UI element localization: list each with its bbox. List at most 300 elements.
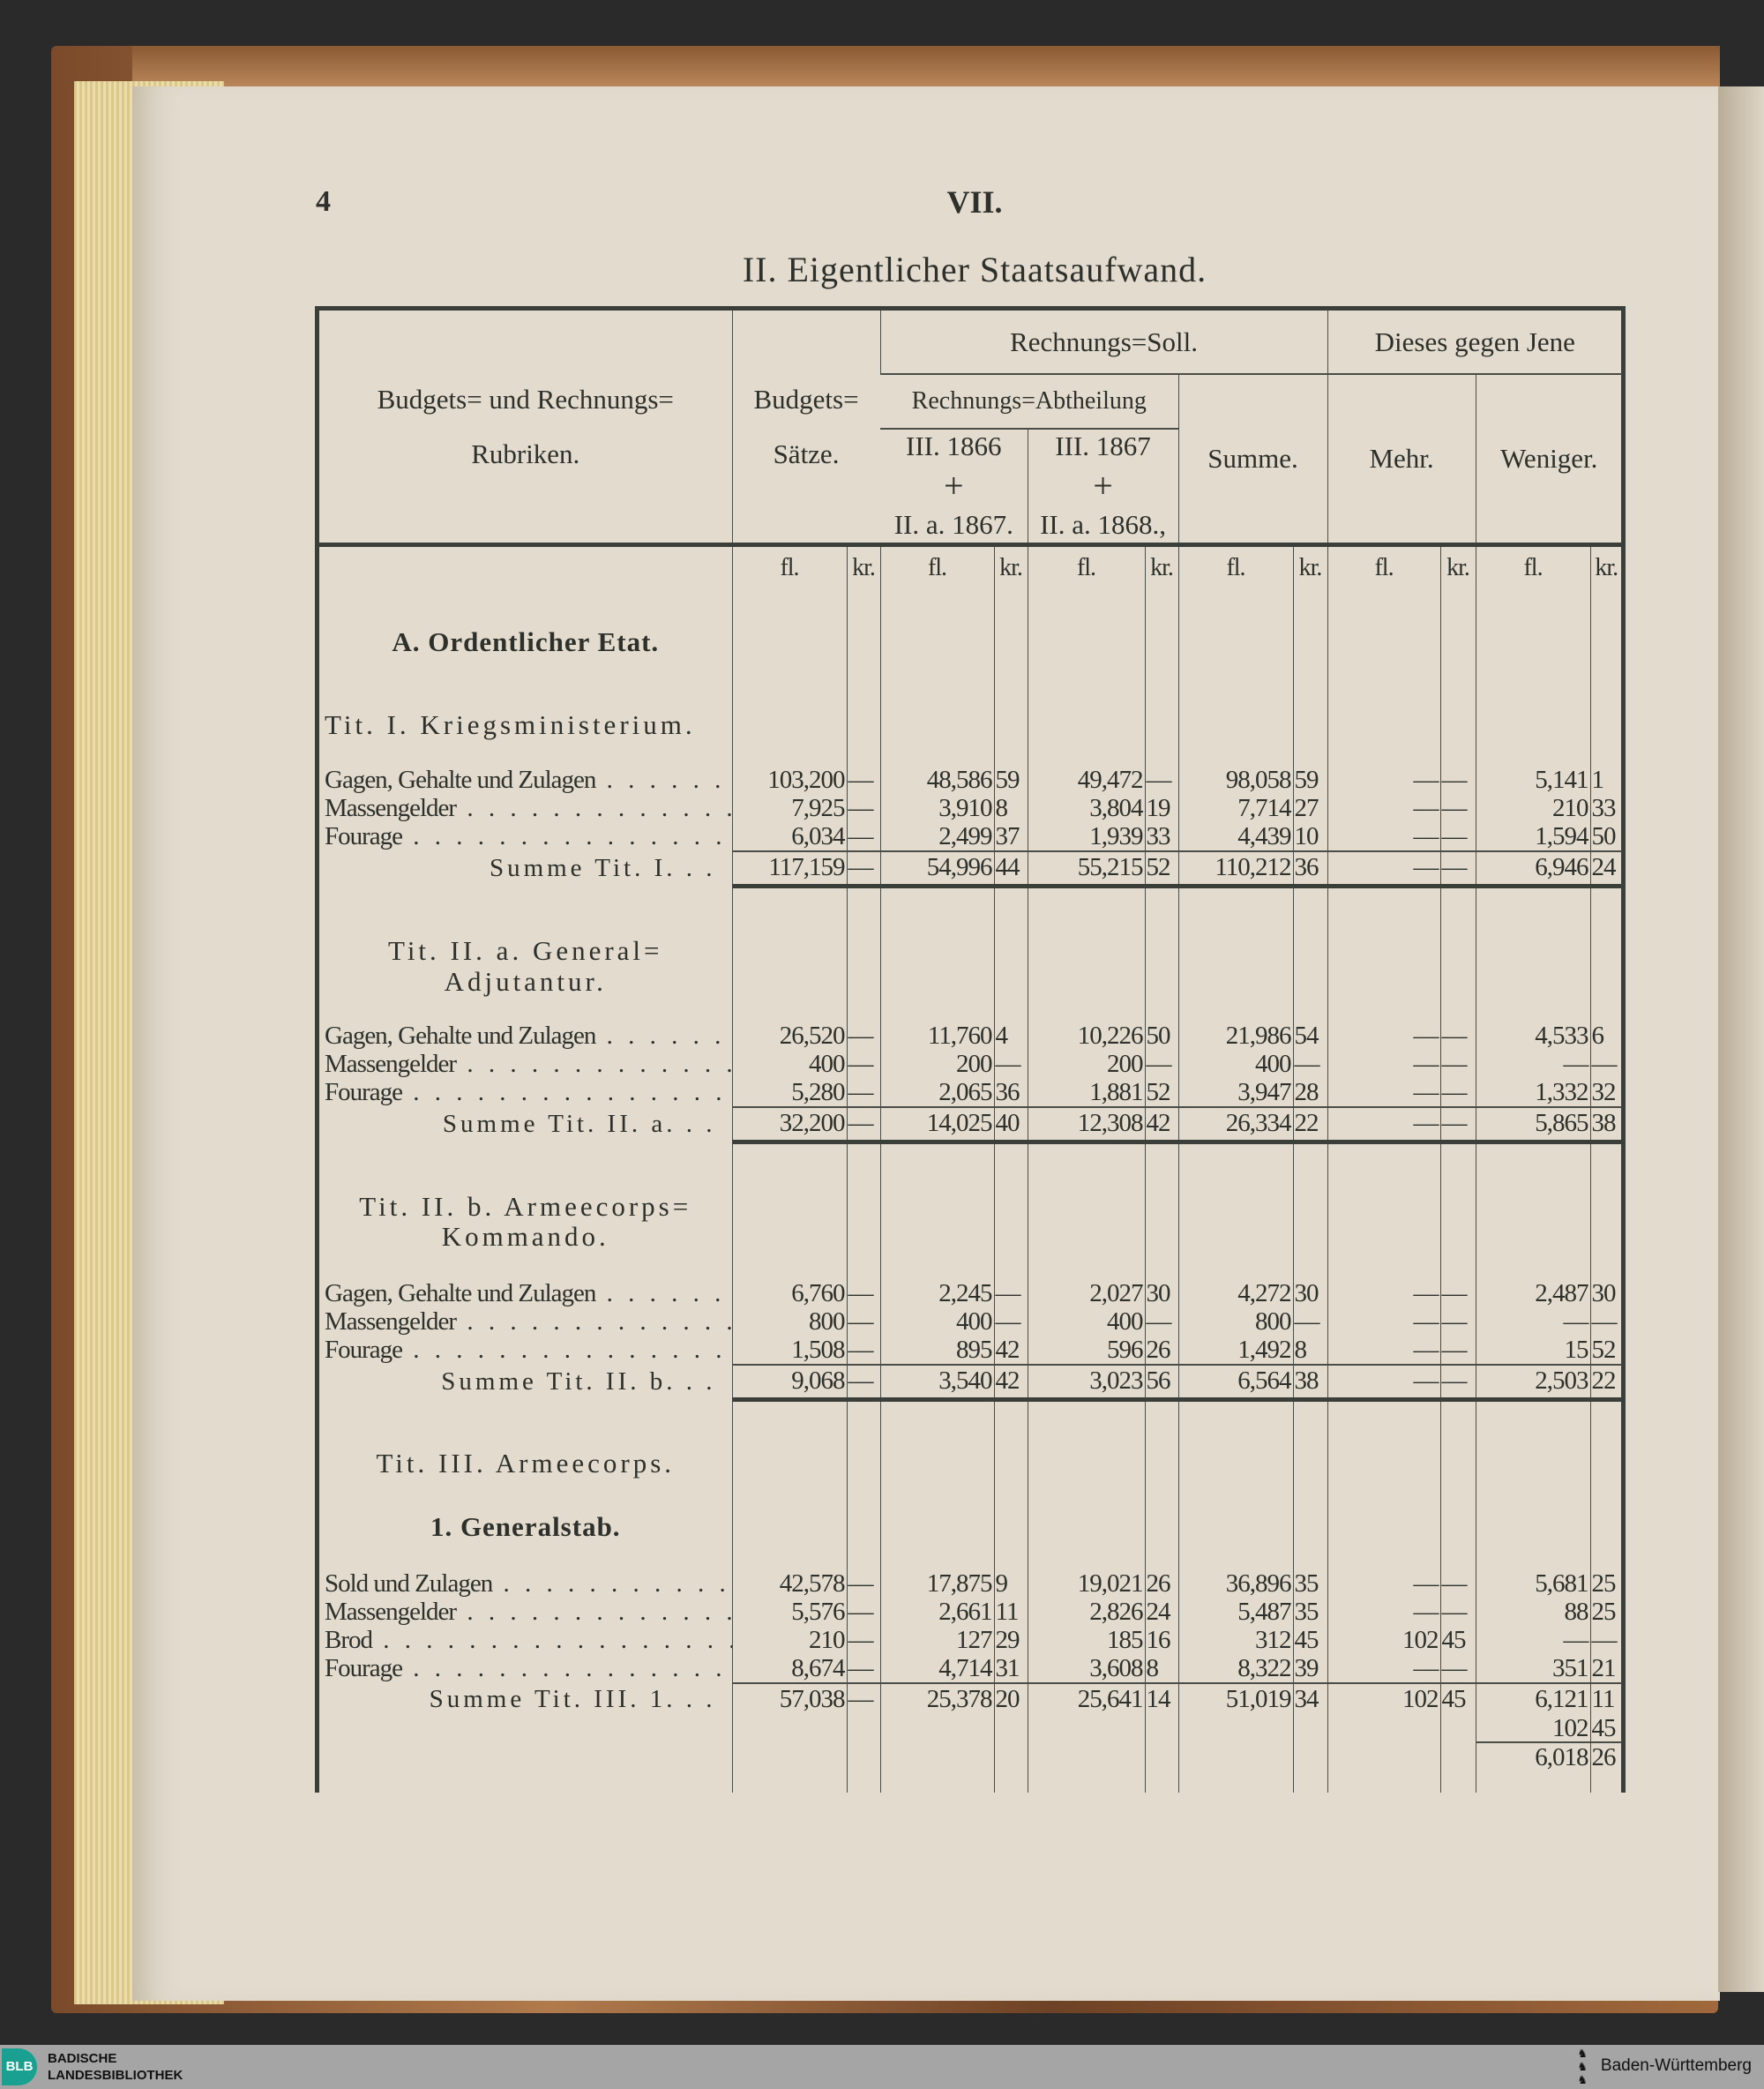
- kreuzer-cell: [847, 1189, 880, 1255]
- empty-cell: [732, 1255, 847, 1280]
- empty-cell: [1145, 1142, 1178, 1189]
- gulden-cell: —: [1476, 1308, 1590, 1337]
- empty-cell: [1145, 1546, 1178, 1570]
- kreuzer-cell: —: [1145, 1308, 1178, 1337]
- header-rubriken: [319, 311, 732, 544]
- gulden-cell: —: [1476, 1627, 1590, 1655]
- spacer-row: [319, 748, 1622, 767]
- kreuzer-cell: 35: [1293, 1599, 1327, 1627]
- empty-cell: [1476, 1773, 1590, 1793]
- spacer-row: [319, 1255, 1622, 1280]
- gulden-cell: [1327, 1442, 1440, 1486]
- table-row: [319, 823, 1622, 851]
- kreuzer-cell: [847, 1442, 880, 1486]
- gulden-cell: 2,027: [1028, 1280, 1145, 1308]
- empty-cell: [1028, 589, 1145, 620]
- kreuzer-cell: 11: [994, 1599, 1028, 1627]
- row-label: Massengelder . . .: [319, 1308, 732, 1337]
- facing-page-edge: [1718, 86, 1764, 1992]
- units-row: [319, 544, 1622, 589]
- empty-cell: [1178, 748, 1293, 767]
- row-label: [319, 1507, 732, 1546]
- empty-cell: [732, 1400, 847, 1442]
- gulden-cell: —: [1327, 1308, 1440, 1337]
- empty-cell: [1590, 998, 1622, 1022]
- gulden-cell: [1178, 1716, 1293, 1742]
- empty-cell: [1145, 1400, 1178, 1442]
- gulden-cell: [1178, 936, 1293, 998]
- kreuzer-cell: —: [847, 1022, 880, 1051]
- kreuzer-cell: —: [1293, 1051, 1327, 1079]
- gulden-cell: 57,038: [732, 1683, 847, 1716]
- kreuzer-cell: 54: [1293, 1022, 1327, 1051]
- empty-cell: [1590, 1773, 1622, 1793]
- kreuzer-cell: [1145, 704, 1178, 748]
- unit-kr: kr.: [1145, 544, 1178, 589]
- table-row: [319, 1627, 1622, 1655]
- units-blank: [319, 544, 732, 589]
- kreuzer-cell: 39: [1293, 1655, 1327, 1683]
- gulden-cell: [880, 1716, 994, 1742]
- empty-cell: [732, 589, 847, 620]
- spacer-row: [319, 1773, 1622, 1793]
- gulden-cell: 42,578: [732, 1570, 847, 1599]
- gulden-cell: 110,212: [1178, 851, 1293, 887]
- kreuzer-cell: —: [994, 1280, 1028, 1308]
- empty-cell: [1145, 998, 1178, 1022]
- gulden-cell: 6,018: [1476, 1742, 1590, 1773]
- row-label: Fourage . . .: [319, 1655, 732, 1683]
- library-name[interactable]: [48, 2050, 183, 2084]
- gulden-cell: —: [1327, 795, 1440, 823]
- kreuzer-cell: 56: [1145, 1365, 1178, 1400]
- gulden-cell: 3,947: [1178, 1079, 1293, 1107]
- row-label: Summe Tit. I. . .: [319, 851, 732, 887]
- empty-cell: [1476, 887, 1590, 936]
- kreuzer-cell: —: [847, 1365, 880, 1400]
- gulden-cell: 2,661: [880, 1599, 994, 1627]
- unit-kr: kr.: [1440, 544, 1476, 589]
- row-label: [319, 1189, 732, 1255]
- kreuzer-cell: 25: [1590, 1599, 1622, 1627]
- row-label: Summe Tit. II. a. . .: [319, 1107, 732, 1142]
- empty-cell: [1590, 1486, 1622, 1507]
- title-line: Tit. I. Kriegsministerium.: [325, 709, 696, 741]
- empty-cell: [1178, 589, 1293, 620]
- kreuzer-cell: [1145, 1507, 1178, 1546]
- gulden-cell: 400: [880, 1308, 994, 1337]
- gulden-cell: —: [1327, 851, 1440, 887]
- gulden-cell: 800: [1178, 1308, 1293, 1337]
- empty-cell: [1293, 887, 1327, 936]
- empty-cell: [880, 1546, 994, 1570]
- empty-cell: [1293, 589, 1327, 620]
- empty-cell: [994, 1400, 1028, 1442]
- row-label: Fourage . . .: [319, 1079, 732, 1107]
- gulden-cell: —: [1327, 767, 1440, 795]
- gulden-cell: 6,946: [1476, 851, 1590, 887]
- gulden-cell: [1178, 1189, 1293, 1255]
- gulden-cell: 15: [1476, 1337, 1590, 1365]
- empty-cell: [319, 887, 732, 936]
- kreuzer-cell: 24: [1145, 1599, 1178, 1627]
- empty-cell: [1440, 998, 1476, 1022]
- section-title-row: [319, 1507, 1622, 1546]
- kreuzer-cell: —: [1440, 1570, 1476, 1599]
- kreuzer-cell: —: [847, 823, 880, 851]
- empty-cell: [1476, 589, 1590, 620]
- kreuzer-cell: [1440, 1507, 1476, 1546]
- unit-kr: kr.: [994, 544, 1028, 589]
- kreuzer-cell: —: [994, 1308, 1028, 1337]
- empty-cell: [1293, 1255, 1327, 1280]
- empty-cell: [1440, 1400, 1476, 1442]
- empty-cell: [1327, 1546, 1440, 1570]
- gulden-cell: 51,019: [1178, 1683, 1293, 1716]
- kreuzer-cell: —: [1293, 1308, 1327, 1337]
- empty-cell: [880, 664, 994, 704]
- empty-cell: [319, 664, 732, 704]
- empty-cell: [1476, 1255, 1590, 1280]
- empty-cell: [1028, 887, 1145, 936]
- empty-cell: [847, 1142, 880, 1189]
- gulden-cell: 6,121: [1476, 1683, 1590, 1716]
- empty-cell: [1440, 887, 1476, 936]
- gulden-cell: 102: [1476, 1716, 1590, 1742]
- empty-cell: [1440, 1142, 1476, 1189]
- plus-sign: +: [943, 465, 964, 505]
- gulden-cell: —: [1327, 823, 1440, 851]
- gulden-cell: [1028, 936, 1145, 998]
- gulden-cell: 26,334: [1178, 1107, 1293, 1142]
- kreuzer-cell: —: [1440, 1337, 1476, 1365]
- gulden-cell: 5,865: [1476, 1107, 1590, 1142]
- gulden-cell: 4,439: [1178, 823, 1293, 851]
- kreuzer-cell: 59: [994, 767, 1028, 795]
- kreuzer-cell: [1590, 620, 1622, 664]
- empty-cell: [1028, 1255, 1145, 1280]
- gulden-cell: 3,910: [880, 795, 994, 823]
- gulden-cell: [1028, 620, 1145, 664]
- table-body: [319, 589, 1622, 1793]
- sum-row: [319, 1683, 1622, 1716]
- table-row: [319, 767, 1622, 795]
- empty-cell: [319, 1255, 732, 1280]
- kreuzer-cell: [1590, 1189, 1622, 1255]
- kreuzer-cell: [1440, 1716, 1476, 1742]
- empty-cell: [1293, 998, 1327, 1022]
- kreuzer-cell: —: [1440, 1051, 1476, 1079]
- header-col-1867: [1028, 429, 1178, 544]
- kreuzer-cell: [847, 936, 880, 998]
- gulden-cell: 48,586: [880, 767, 994, 795]
- book-cover-edge: [132, 46, 1720, 86]
- empty-cell: [1145, 1773, 1178, 1793]
- extra-row: [319, 1716, 1622, 1742]
- gulden-cell: —: [1327, 1365, 1440, 1400]
- header-budgets: [732, 311, 880, 544]
- empty-cell: [1028, 664, 1145, 704]
- kreuzer-cell: [994, 936, 1028, 998]
- empty-cell: [847, 589, 880, 620]
- empty-cell: [319, 1486, 732, 1507]
- kreuzer-cell: 6: [1590, 1022, 1622, 1051]
- gulden-cell: 596: [1028, 1337, 1145, 1365]
- empty-cell: [1327, 664, 1440, 704]
- spacer-row: [319, 1486, 1622, 1507]
- gulden-cell: 2,503: [1476, 1365, 1590, 1400]
- title-line: Tit. II. b. Armeecorps=: [359, 1190, 692, 1222]
- kreuzer-cell: 32: [1590, 1079, 1622, 1107]
- spacer-row: [319, 998, 1622, 1022]
- spacer-row: [319, 1142, 1622, 1189]
- empty-cell: [1293, 748, 1327, 767]
- empty-cell: [1178, 1486, 1293, 1507]
- kreuzer-cell: [1293, 1742, 1327, 1773]
- kreuzer-cell: [1293, 1507, 1327, 1546]
- gulden-cell: [732, 620, 847, 664]
- kreuzer-cell: [1293, 936, 1327, 998]
- plus-sign: +: [1093, 465, 1113, 505]
- header-col-1867-line2: II. a. 1868.,: [1040, 508, 1166, 540]
- gulden-cell: [732, 1716, 847, 1742]
- unit-fl: fl.: [1327, 544, 1440, 589]
- empty-cell: [880, 1255, 994, 1280]
- kreuzer-cell: 42: [994, 1337, 1028, 1365]
- kreuzer-cell: [994, 704, 1028, 748]
- kreuzer-cell: 9: [994, 1570, 1028, 1599]
- unit-kr: kr.: [847, 544, 880, 589]
- kreuzer-cell: 36: [994, 1079, 1028, 1107]
- kreuzer-cell: [1590, 704, 1622, 748]
- gulden-cell: 3,540: [880, 1365, 994, 1400]
- kreuzer-cell: 21: [1590, 1655, 1622, 1683]
- header-budgets-line1: Budgets=: [753, 383, 859, 415]
- section-title-row: [319, 704, 1622, 748]
- kreuzer-cell: 40: [994, 1107, 1028, 1142]
- header-col-1866: [880, 429, 1028, 544]
- library-name-line1: BADISCHE: [48, 2051, 117, 2066]
- gulden-cell: [1476, 1507, 1590, 1546]
- empty-cell: [319, 1773, 732, 1793]
- gulden-cell: 4,714: [880, 1655, 994, 1683]
- row-label: Sold und Zulagen . . .: [319, 1570, 732, 1599]
- row-label: Gagen, Gehalte und Zulagen . . .: [319, 767, 732, 795]
- state-logo-text[interactable]: Baden-Württemberg: [1600, 2056, 1752, 2075]
- gulden-cell: 25,378: [880, 1683, 994, 1716]
- gulden-cell: 351: [1476, 1655, 1590, 1683]
- empty-cell: [880, 748, 994, 767]
- empty-cell: [1293, 1486, 1327, 1507]
- spacer-row: [319, 664, 1622, 704]
- gulden-cell: 6,564: [1178, 1365, 1293, 1400]
- gulden-cell: 4,272: [1178, 1280, 1293, 1308]
- kreuzer-cell: [1440, 1742, 1476, 1773]
- sum-row: [319, 851, 1622, 887]
- blb-logo[interactable]: BLB: [2, 2048, 37, 2085]
- table-row: [319, 1337, 1622, 1365]
- gulden-cell: 200: [1028, 1051, 1145, 1079]
- kreuzer-cell: 59: [1293, 767, 1327, 795]
- kreuzer-cell: 44: [994, 851, 1028, 887]
- kreuzer-cell: —: [1440, 1599, 1476, 1627]
- gulden-cell: 19,021: [1028, 1570, 1145, 1599]
- kreuzer-cell: 30: [1590, 1280, 1622, 1308]
- header-col-1866-line1: III. 1866: [906, 431, 1002, 461]
- spacer-row: [319, 887, 1622, 936]
- gulden-cell: 21,986: [1178, 1022, 1293, 1051]
- unit-fl: fl.: [732, 544, 847, 589]
- kreuzer-cell: 36: [1293, 851, 1327, 887]
- gulden-cell: 5,141: [1476, 767, 1590, 795]
- gulden-cell: [1327, 1507, 1440, 1546]
- kreuzer-cell: [1440, 620, 1476, 664]
- gulden-cell: —: [1327, 1107, 1440, 1142]
- header-summe: Summe.: [1178, 374, 1327, 544]
- page-number: 4: [316, 185, 331, 218]
- kreuzer-cell: 1: [1590, 767, 1622, 795]
- header-rechnungs-soll: Rechnungs=Soll.: [880, 311, 1327, 374]
- kreuzer-cell: 45: [1440, 1683, 1476, 1716]
- spacer-row: [319, 589, 1622, 620]
- gulden-cell: 3,804: [1028, 795, 1145, 823]
- empty-cell: [1293, 1142, 1327, 1189]
- kreuzer-cell: 42: [994, 1365, 1028, 1400]
- kreuzer-cell: [994, 620, 1028, 664]
- table-row: [319, 1599, 1622, 1627]
- kreuzer-cell: 33: [1145, 823, 1178, 851]
- kreuzer-cell: 20: [994, 1683, 1028, 1716]
- kreuzer-cell: —: [1590, 1308, 1622, 1337]
- kreuzer-cell: 37: [994, 823, 1028, 851]
- empty-cell: [994, 1486, 1028, 1507]
- empty-cell: [994, 1546, 1028, 1570]
- empty-cell: [1293, 1400, 1327, 1442]
- gulden-cell: 2,245: [880, 1280, 994, 1308]
- gulden-cell: [880, 620, 994, 664]
- kreuzer-cell: —: [1440, 851, 1476, 887]
- unit-kr: kr.: [1293, 544, 1327, 589]
- gulden-cell: —: [1327, 1570, 1440, 1599]
- gulden-cell: 312: [1178, 1627, 1293, 1655]
- kreuzer-cell: 45: [1590, 1716, 1622, 1742]
- empty-cell: [1028, 748, 1145, 767]
- table-row: [319, 1570, 1622, 1599]
- extra-row: [319, 1742, 1622, 1773]
- kreuzer-cell: 19: [1145, 795, 1178, 823]
- header-col-1866-line2: II. a. 1867.: [893, 508, 1013, 540]
- gulden-cell: [1028, 1189, 1145, 1255]
- gulden-cell: —: [1476, 1051, 1590, 1079]
- kreuzer-cell: [1293, 1189, 1327, 1255]
- kreuzer-cell: 33: [1590, 795, 1622, 823]
- empty-cell: [1440, 1486, 1476, 1507]
- empty-cell: [1327, 1142, 1440, 1189]
- empty-cell: [1145, 589, 1178, 620]
- gulden-cell: 2,826: [1028, 1599, 1145, 1627]
- section-title-row: [319, 936, 1622, 998]
- empty-cell: [880, 887, 994, 936]
- gulden-cell: 4,533: [1476, 1022, 1590, 1051]
- empty-cell: [880, 1400, 994, 1442]
- gulden-cell: 1,332: [1476, 1079, 1590, 1107]
- empty-cell: [994, 1255, 1028, 1280]
- gulden-cell: [880, 704, 994, 748]
- kreuzer-cell: [1590, 1507, 1622, 1546]
- header-rubriken-line2: Rubriken.: [471, 438, 580, 469]
- gulden-cell: 88: [1476, 1599, 1590, 1627]
- row-label: Gagen, Gehalte und Zulagen . . .: [319, 1022, 732, 1051]
- empty-cell: [1327, 1400, 1440, 1442]
- kreuzer-cell: [994, 1716, 1028, 1742]
- table-row: [319, 1280, 1622, 1308]
- header-col-1867-line1: III. 1867: [1055, 431, 1151, 461]
- kreuzer-cell: [1590, 1442, 1622, 1486]
- empty-cell: [1327, 1486, 1440, 1507]
- kreuzer-cell: —: [1440, 1308, 1476, 1337]
- gulden-cell: 210: [732, 1627, 847, 1655]
- kreuzer-cell: [1440, 1189, 1476, 1255]
- row-label: [319, 1442, 732, 1486]
- gulden-cell: —: [1327, 1655, 1440, 1683]
- gulden-cell: 117,159: [732, 851, 847, 887]
- kreuzer-cell: [1145, 1189, 1178, 1255]
- kreuzer-cell: [1293, 704, 1327, 748]
- empty-cell: [1178, 1142, 1293, 1189]
- empty-cell: [1145, 664, 1178, 704]
- kreuzer-cell: 38: [1590, 1107, 1622, 1142]
- kreuzer-cell: [1590, 936, 1622, 998]
- empty-cell: [994, 1142, 1028, 1189]
- row-label: [319, 620, 732, 664]
- kreuzer-cell: —: [847, 767, 880, 795]
- title-line: Tit. II. a. General=: [387, 935, 663, 967]
- row-label: Summe Tit. III. 1. . .: [319, 1683, 732, 1716]
- kreuzer-cell: [1440, 936, 1476, 998]
- empty-cell: [1145, 1255, 1178, 1280]
- empty-cell: [732, 1142, 847, 1189]
- gulden-cell: [1476, 620, 1590, 664]
- gulden-cell: [880, 1507, 994, 1546]
- kreuzer-cell: 30: [1145, 1280, 1178, 1308]
- gulden-cell: 800: [732, 1308, 847, 1337]
- empty-cell: [847, 1486, 880, 1507]
- budget-table: [315, 306, 1626, 1793]
- gulden-cell: 55,215: [1028, 851, 1145, 887]
- gulden-cell: 26,520: [732, 1022, 847, 1051]
- gulden-cell: [880, 1742, 994, 1773]
- kreuzer-cell: [994, 1507, 1028, 1546]
- section-title-row: [319, 1442, 1622, 1486]
- header-mehr: Mehr.: [1327, 374, 1476, 544]
- table-row: [319, 1655, 1622, 1683]
- kreuzer-cell: —: [1440, 1107, 1476, 1142]
- section-title-row: [319, 620, 1622, 664]
- gulden-cell: 1,594: [1476, 823, 1590, 851]
- unit-fl: fl.: [1028, 544, 1145, 589]
- kreuzer-cell: —: [1145, 1051, 1178, 1079]
- gulden-cell: [1028, 704, 1145, 748]
- empty-cell: [1327, 748, 1440, 767]
- empty-cell: [732, 887, 847, 936]
- gulden-cell: 1,881: [1028, 1079, 1145, 1107]
- gulden-cell: [1178, 1507, 1293, 1546]
- spacer-row: [319, 1546, 1622, 1570]
- empty-cell: [847, 1400, 880, 1442]
- empty-cell: [1476, 998, 1590, 1022]
- gulden-cell: 17,875: [880, 1570, 994, 1599]
- kreuzer-cell: 27: [1293, 795, 1327, 823]
